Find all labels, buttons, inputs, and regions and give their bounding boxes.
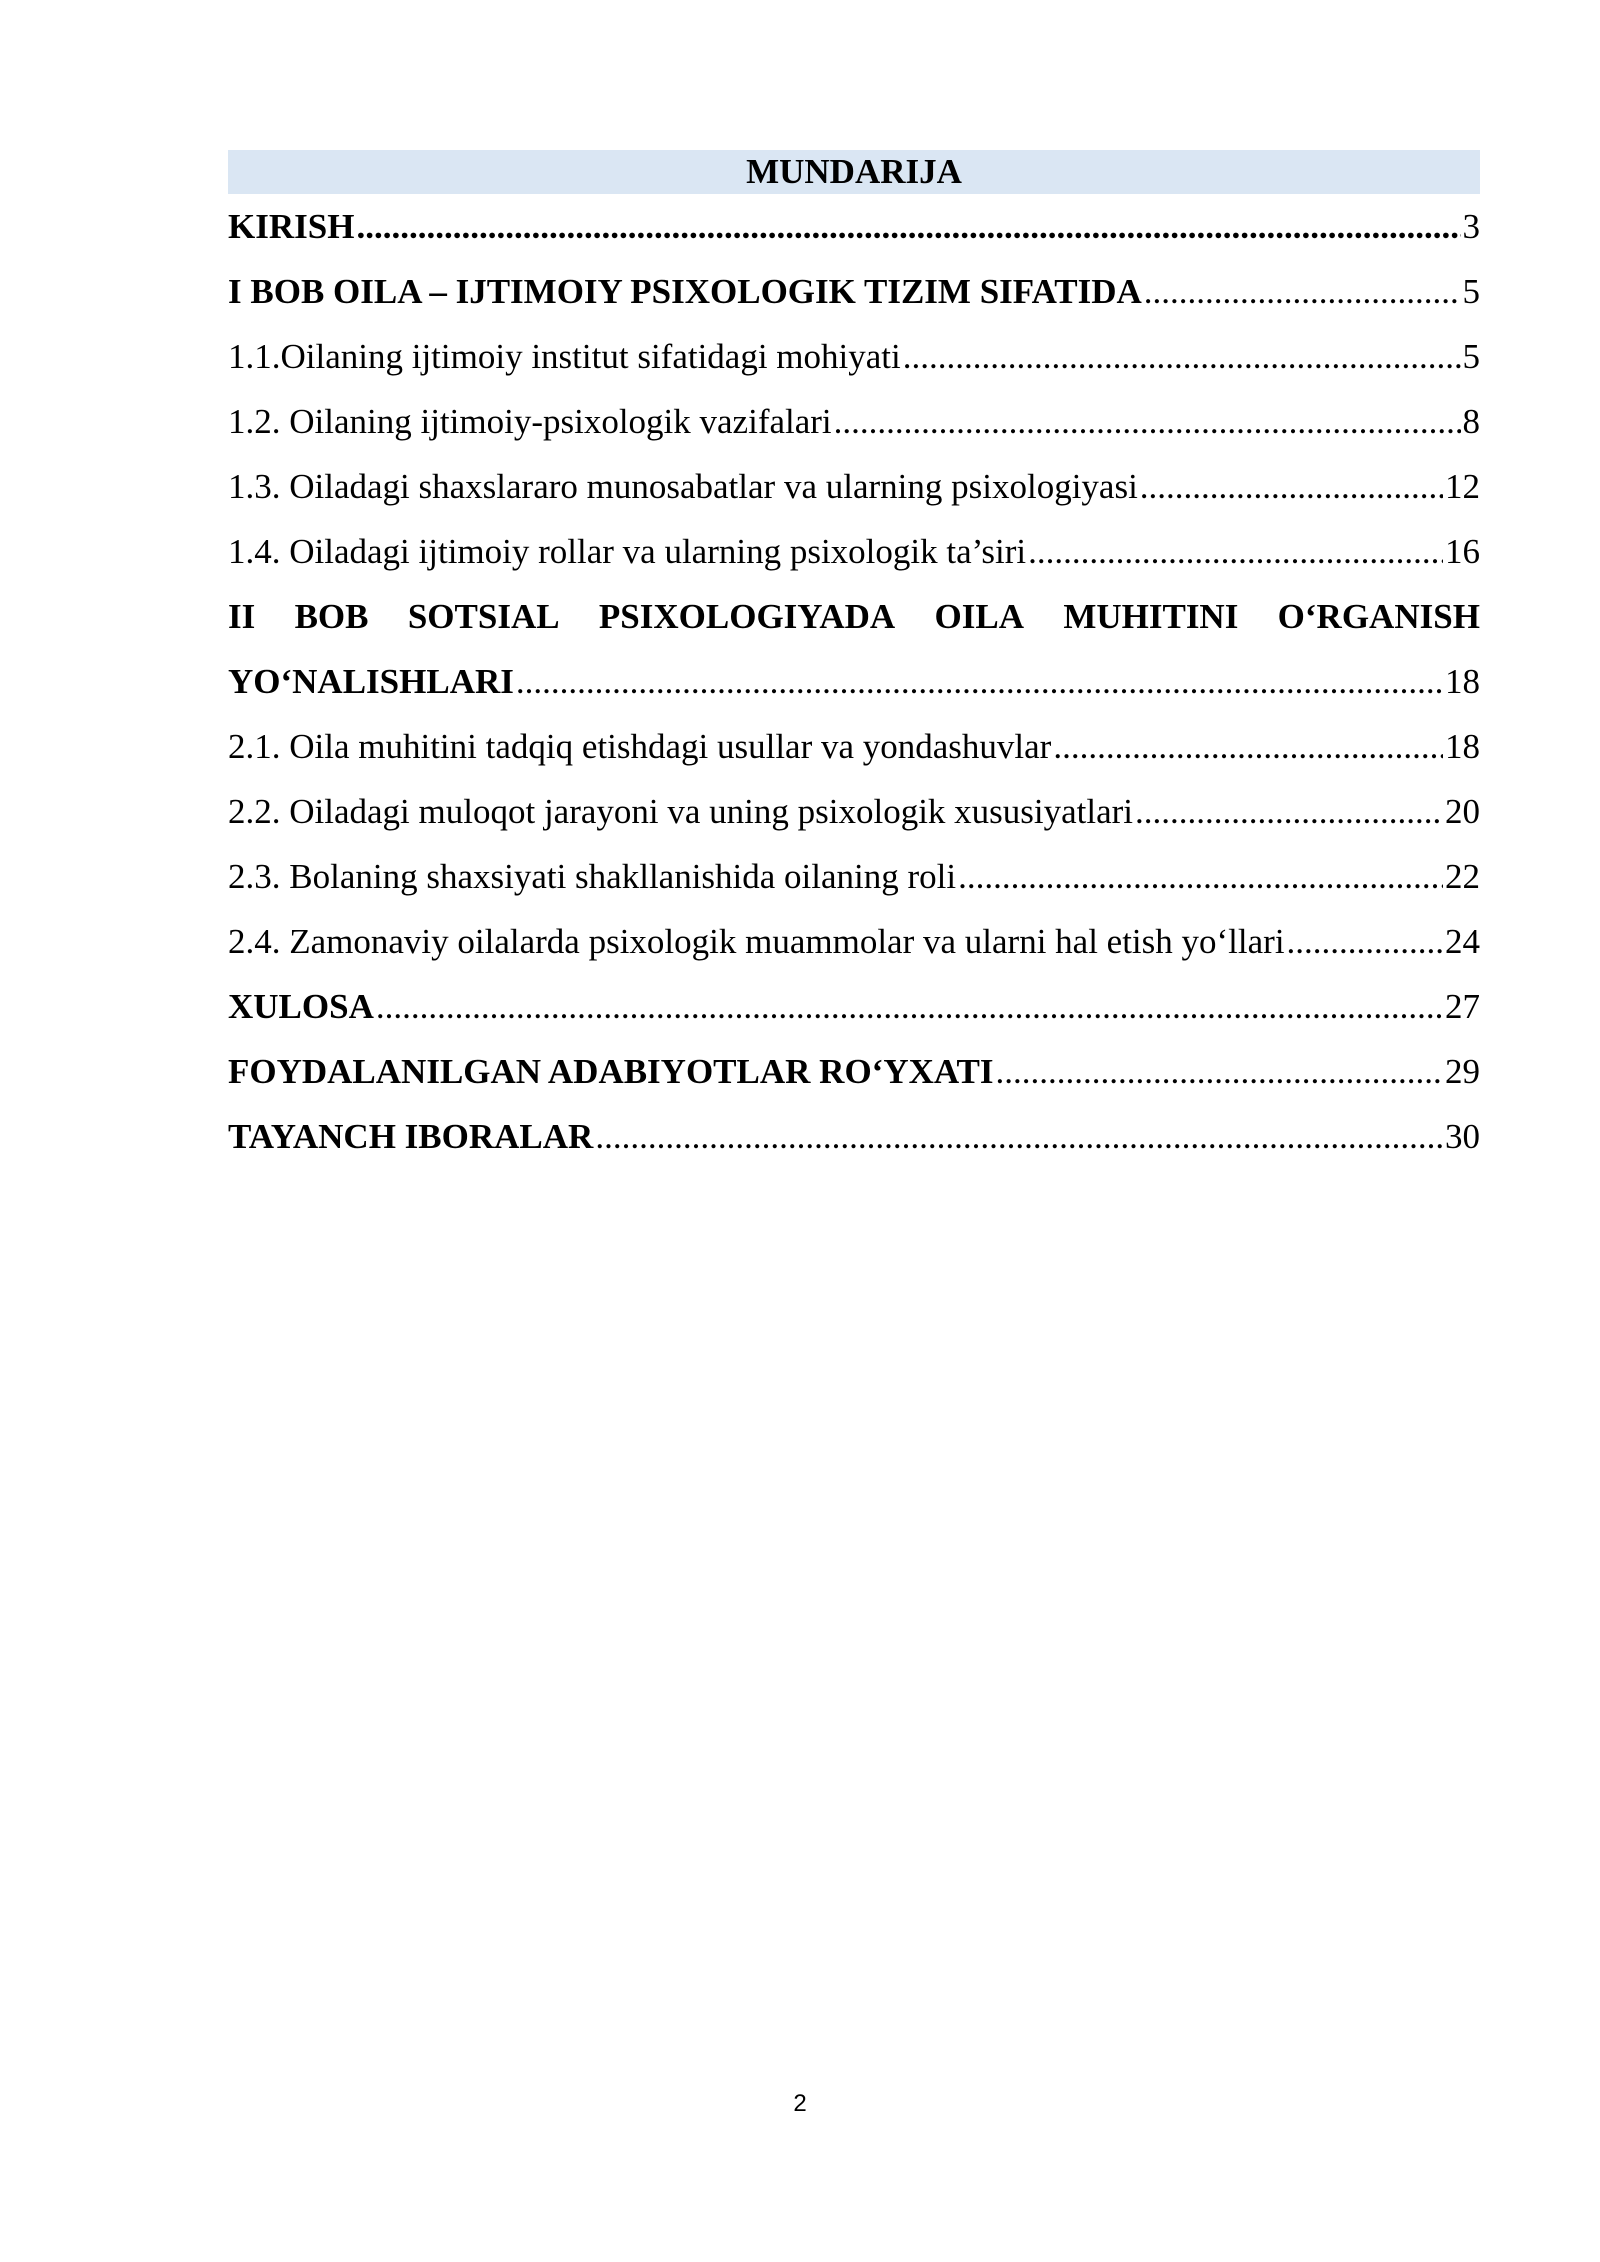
toc-entry-1-3[interactable] (228, 454, 1480, 519)
dot-leader (356, 194, 1460, 259)
toc-entry-label: 2.2. Oiladagi muloqot jarayoni va uning psixologik xususiyatlari (228, 792, 1134, 831)
dot-leader (958, 844, 1443, 909)
page-number: 2 (793, 2090, 807, 2117)
toc-entry-2-2[interactable] (228, 779, 1480, 844)
dot-leader (834, 389, 1461, 454)
toc-entry-label: KIRISH (228, 207, 355, 246)
table-of-contents (228, 150, 1480, 1169)
dot-leader (1287, 909, 1443, 974)
toc-entry-label: 2.3. Bolaning shaxsiyati shakllanishida oilaning roli (228, 857, 957, 896)
toc-entry-page: 8 (1462, 402, 1480, 441)
toc-entry-page: 5 (1462, 337, 1480, 376)
toc-entry-chapter-2-line-2[interactable] (228, 649, 1480, 714)
toc-entry-chapter-1[interactable] (228, 259, 1480, 324)
toc-entry-label: 1.3. Oiladagi shaxslararo munosabatlar va ularning psixologiyasi (228, 467, 1138, 506)
toc-entry-label: I BOB OILA – IJTIMOIY PSIXOLOGIK TIZIM SIFATIDA (228, 272, 1142, 311)
chapter-2-word: MUHITINI (1063, 597, 1239, 636)
dot-leader (595, 1104, 1443, 1169)
chapter-2-word: BOB (294, 597, 369, 636)
toc-entry-page: 27 (1445, 987, 1480, 1026)
dot-leader (1028, 519, 1443, 584)
chapter-2-word: OILA (934, 597, 1024, 636)
toc-entry-2-4[interactable] (228, 909, 1480, 974)
toc-entry-kirish[interactable] (228, 194, 1480, 259)
toc-entry-page: 20 (1445, 792, 1480, 831)
toc-entry-page: 24 (1445, 922, 1480, 961)
toc-entry-page: 3 (1462, 207, 1480, 246)
chapter-2-word: PSIXOLOGIYADA (598, 597, 896, 636)
dot-leader (516, 649, 1443, 714)
toc-entry-page: 16 (1445, 532, 1480, 571)
dot-leader (1140, 454, 1443, 519)
toc-entry-label: 2.4. Zamonaviy oilalarda psixologik muammolar va ularni hal etish yo‘llari (228, 922, 1285, 961)
toc-entry-chapter-2-line-1[interactable] (228, 584, 1480, 649)
dot-leader (1144, 259, 1461, 324)
toc-entry-page: 12 (1445, 467, 1480, 506)
toc-entry-bibliography[interactable] (228, 1039, 1480, 1104)
toc-entry-label: FOYDALANILGAN ADABIYOTLAR RO‘YXATI (228, 1052, 994, 1091)
dot-leader (1053, 714, 1443, 779)
toc-entry-1-1[interactable] (228, 324, 1480, 389)
toc-entry-page: 22 (1445, 857, 1480, 896)
toc-entry-label: 2.1. Oila muhitini tadqiq etishdagi usullar va yondashuvlar (228, 727, 1052, 766)
toc-entry-label: 1.2. Oilaning ijtimoiy-psixologik vazifalari (228, 402, 832, 441)
toc-entry-label: YO‘NALISHLARI (228, 662, 514, 701)
dot-leader (376, 974, 1443, 1039)
dot-leader (903, 324, 1461, 389)
toc-entry-label: XULOSA (228, 987, 374, 1026)
chapter-2-word: SOTSIAL (407, 597, 560, 636)
toc-entry-page: 18 (1445, 727, 1480, 766)
toc-entry-label: 1.1.Oilaning ijtimoiy institut sifatidagi mohiyati (228, 337, 901, 376)
chapter-2-word: O‘RGANISH (1277, 597, 1480, 636)
toc-entry-label: TAYANCH IBORALAR (228, 1117, 594, 1156)
toc-title: MUNDARIJA (228, 150, 1480, 194)
toc-entry-key-terms[interactable] (228, 1104, 1480, 1169)
dot-leader (996, 1039, 1443, 1104)
toc-entry-page: 30 (1445, 1117, 1480, 1156)
toc-entry-1-2[interactable] (228, 389, 1480, 454)
toc-entry-xulosa[interactable] (228, 974, 1480, 1039)
toc-entry-page: 18 (1445, 662, 1480, 701)
dot-leader (1135, 779, 1443, 844)
toc-entry-1-4[interactable] (228, 519, 1480, 584)
chapter-2-word: II (228, 597, 256, 636)
toc-entry-label: 1.4. Oiladagi ijtimoiy rollar va ularning psixologik ta’siri (228, 532, 1027, 571)
toc-entry-page: 5 (1462, 272, 1480, 311)
toc-entry-2-1[interactable] (228, 714, 1480, 779)
toc-entry-2-3[interactable] (228, 844, 1480, 909)
toc-entry-page: 29 (1445, 1052, 1480, 1091)
